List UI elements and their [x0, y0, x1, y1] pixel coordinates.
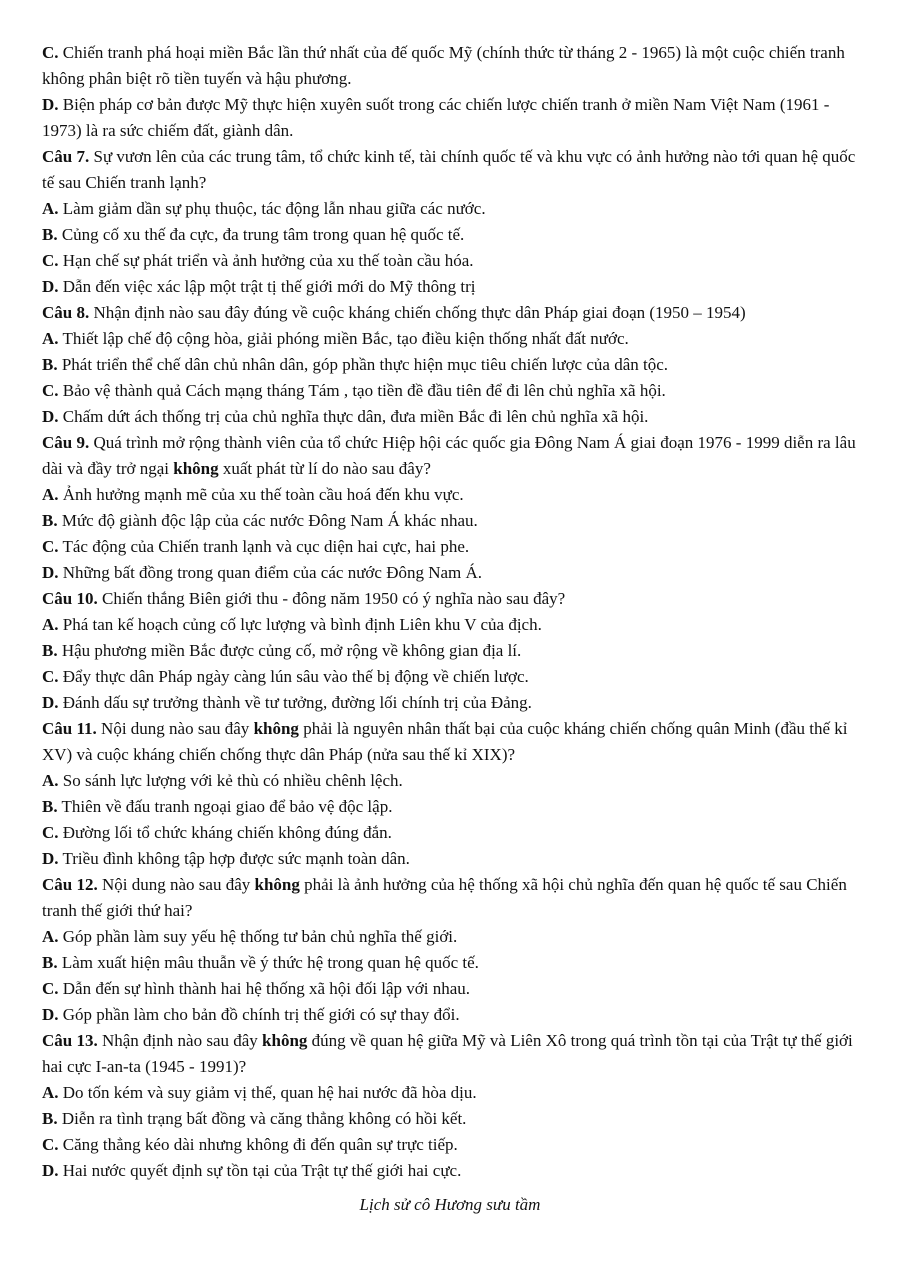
- question-number: Câu 10.: [42, 589, 98, 608]
- option-letter: B.: [42, 225, 58, 244]
- option-letter: C.: [42, 667, 59, 686]
- option-text: Dẫn đến sự hình thành hai hệ thống xã hội đối lập với nhau.: [58, 979, 471, 998]
- answer-option: [42, 1132, 858, 1158]
- answer-option: [42, 404, 858, 430]
- option-text: Góp phần làm suy yếu hệ thống tư bản chủ nghĩa thế giới.: [58, 927, 458, 946]
- option-text: Làm giảm dần sự phụ thuộc, tác động lẫn nhau giữa các nước.: [58, 199, 486, 218]
- question-number: Câu 9.: [42, 433, 90, 452]
- option-text: Đường lối tổ chức kháng chiến không đúng đắn.: [58, 823, 392, 842]
- option-letter: D.: [42, 1005, 59, 1024]
- answer-option: [42, 950, 858, 976]
- question-keyword: không: [262, 1031, 308, 1050]
- answer-option: [42, 794, 858, 820]
- option-text: Bảo vệ thành quả Cách mạng tháng Tám , tạo tiền đề đầu tiên để đi lên chủ nghĩa xã hội.: [58, 381, 666, 400]
- question-number: Câu 11.: [42, 719, 97, 738]
- option-text: Triều đình không tập hợp được sức mạnh toàn dân.: [58, 849, 410, 868]
- option-text: Hai nước quyết định sự tồn tại của Trật tự thế giới hai cực.: [58, 1161, 462, 1180]
- question-text: Nội dung nào sau đây: [97, 875, 255, 894]
- question-keyword: không: [253, 719, 299, 738]
- answer-option: [42, 196, 858, 222]
- option-letter: B.: [42, 1109, 58, 1128]
- answer-option: [42, 612, 858, 638]
- question-stem: [42, 1028, 858, 1080]
- option-letter: C.: [42, 823, 59, 842]
- question-text-continued: đúng về quan hệ giữa Mỹ và Liên Xô trong quá trình tồn tại của Trật tự thế giới hai cực I-an-ta (1945 - 1991)?: [42, 1031, 853, 1076]
- option-letter: D.: [42, 277, 59, 296]
- option-text: Ảnh hưởng mạnh mẽ của xu thế toàn cầu hoá đến khu vực.: [58, 485, 464, 504]
- answer-option: [42, 248, 858, 274]
- answer-option: [42, 560, 858, 586]
- answer-option: [42, 482, 858, 508]
- question-keyword: không: [173, 459, 219, 478]
- option-letter: A.: [42, 615, 59, 634]
- answer-option: [42, 326, 858, 352]
- question-stem: [42, 430, 858, 482]
- answer-option: [42, 40, 858, 92]
- option-letter: B.: [42, 953, 58, 972]
- option-text: So sánh lực lượng với kẻ thù có nhiều chênh lệch.: [58, 771, 403, 790]
- question-number: Câu 13.: [42, 1031, 98, 1050]
- option-letter: A.: [42, 1083, 59, 1102]
- option-text: Làm xuất hiện mâu thuẫn về ý thức hệ trong quan hệ quốc tế.: [57, 953, 479, 972]
- answer-option: [42, 92, 858, 144]
- question-text: Nhận định nào sau đây đúng về cuộc kháng chiến chống thực dân Pháp giai đoạn (1950 – 1954): [89, 303, 746, 322]
- option-text: Diễn ra tình trạng bất đồng và căng thẳng không có hồi kết.: [57, 1109, 467, 1128]
- option-text: Dẫn đến việc xác lập một trật tị thế giới mới do Mỹ thông trị: [58, 277, 476, 296]
- question-number: Câu 8.: [42, 303, 90, 322]
- option-text: Đẩy thực dân Pháp ngày càng lún sâu vào thế bị động về chiến lược.: [58, 667, 529, 686]
- question-text: Nhận định nào sau đây: [97, 1031, 263, 1050]
- question-stem: [42, 872, 858, 924]
- option-letter: C.: [42, 381, 59, 400]
- answer-option: [42, 274, 858, 300]
- option-text: Do tốn kém và suy giảm vị thế, quan hệ hai nước đã hòa dịu.: [58, 1083, 477, 1102]
- answer-option: [42, 924, 858, 950]
- option-letter: A.: [42, 771, 59, 790]
- option-letter: C.: [42, 979, 59, 998]
- answer-option: [42, 690, 858, 716]
- option-letter: A.: [42, 199, 59, 218]
- option-letter: B.: [42, 797, 58, 816]
- option-letter: C.: [42, 251, 59, 270]
- option-text: Chấm dứt ách thống trị của chủ nghĩa thực dân, đưa miền Bắc đi lên chủ nghĩa xã hội.: [58, 407, 649, 426]
- question-stem: [42, 300, 858, 326]
- question-list: [42, 40, 858, 1184]
- option-letter: A.: [42, 927, 59, 946]
- question-number: Câu 7.: [42, 147, 90, 166]
- question-number: Câu 12.: [42, 875, 98, 894]
- option-letter: C.: [42, 1135, 59, 1154]
- option-text: Thiết lập chế độ cộng hòa, giải phóng miền Bắc, tạo điều kiện thống nhất đất nước.: [58, 329, 629, 348]
- answer-option: [42, 976, 858, 1002]
- option-text: Củng cố xu thế đa cực, đa trung tâm trong quan hệ quốc tế.: [57, 225, 465, 244]
- question-stem: [42, 144, 858, 196]
- option-text: Những bất đồng trong quan điểm của các nước Đông Nam Á.: [58, 563, 483, 582]
- option-letter: B.: [42, 355, 58, 374]
- answer-option: [42, 1106, 858, 1132]
- answer-option: [42, 1080, 858, 1106]
- option-text: Biện pháp cơ bản được Mỹ thực hiện xuyên suốt trong các chiến lược chiến tranh ở miền Nam Việt Nam (1961 - 1973) là ra sức chiếm đất, giành dân.: [42, 95, 830, 140]
- option-text: Hạn chế sự phát triển và ảnh hưởng của xu thế toàn cầu hóa.: [58, 251, 474, 270]
- option-text: Đánh dấu sự trưởng thành về tư tưởng, đường lối chính trị của Đảng.: [58, 693, 532, 712]
- option-letter: C.: [42, 537, 59, 556]
- option-text: Góp phần làm cho bản đồ chính trị thế giới có sự thay đổi.: [58, 1005, 460, 1024]
- option-letter: D.: [42, 563, 59, 582]
- question-keyword: không: [254, 875, 300, 894]
- option-text: Phát triển thể chế dân chủ nhân dân, góp phần thực hiện mục tiêu chiến lược của dân tộc.: [57, 355, 669, 374]
- question-text-continued: phải là nguyên nhân thất bại của cuộc kháng chiến chống quân Minh (đầu thế kỉ XV) và cuộc kháng chiến chống thực dân Pháp (nửa sau thế kỉ XIX)?: [42, 719, 848, 764]
- option-text: Chiến tranh phá hoại miền Bắc lần thứ nhất của đế quốc Mỹ (chính thức từ tháng 2 - 1965) là một cuộc chiến tranh không phân biệt rõ tiền tuyến và hậu phương.: [42, 43, 845, 88]
- answer-option: [42, 1158, 858, 1184]
- answer-option: [42, 768, 858, 794]
- question-text: Chiến thắng Biên giới thu - đông năm 1950 có ý nghĩa nào sau đây?: [97, 589, 566, 608]
- option-letter: B.: [42, 641, 58, 660]
- option-text: Tác động của Chiến tranh lạnh và cục diện hai cực, hai phe.: [58, 537, 470, 556]
- question-text: Quá trình mở rộng thành viên của tổ chức Hiệp hội các quốc gia Đông Nam Á giai đoạn 1976 - 1999 diễn ra lâu dài và đầy trở ngại: [42, 433, 856, 478]
- question-text: Nội dung nào sau đây: [96, 719, 254, 738]
- option-text: Mức độ giành độc lập của các nước Đông Nam Á khác nhau.: [57, 511, 478, 530]
- question-stem: [42, 586, 858, 612]
- answer-option: [42, 846, 858, 872]
- option-text: Phá tan kế hoạch củng cố lực lượng và bình định Liên khu V của địch.: [58, 615, 542, 634]
- answer-option: [42, 352, 858, 378]
- option-letter: D.: [42, 693, 59, 712]
- option-letter: D.: [42, 1161, 59, 1180]
- option-letter: D.: [42, 849, 59, 868]
- option-letter: A.: [42, 485, 59, 504]
- answer-option: [42, 534, 858, 560]
- option-letter: D.: [42, 95, 59, 114]
- option-letter: C.: [42, 43, 59, 62]
- option-letter: A.: [42, 329, 59, 348]
- answer-option: [42, 1002, 858, 1028]
- option-text: Thiên về đấu tranh ngoại giao để bảo vệ độc lập.: [57, 797, 393, 816]
- question-text-continued: phải là ảnh hưởng của hệ thống xã hội chủ nghĩa đến quan hệ quốc tế sau Chiến tranh thế giới thứ hai?: [42, 875, 847, 920]
- answer-option: [42, 638, 858, 664]
- option-letter: D.: [42, 407, 59, 426]
- option-letter: B.: [42, 511, 58, 530]
- answer-option: [42, 664, 858, 690]
- question-text: Sự vươn lên của các trung tâm, tổ chức kinh tế, tài chính quốc tế và khu vực có ảnh hưởng nào tới quan hệ quốc tế sau Chiến tranh lạnh?: [42, 147, 856, 192]
- answer-option: [42, 378, 858, 404]
- option-text: Hậu phương miền Bắc được củng cố, mở rộng về không gian địa lí.: [57, 641, 522, 660]
- question-text-continued: xuất phát từ lí do nào sau đây?: [218, 459, 431, 478]
- answer-option: [42, 508, 858, 534]
- footer-credit: Lịch sử cô Hương sưu tầm: [359, 1195, 541, 1214]
- option-text: Căng thẳng kéo dài nhưng không đi đến quân sự trực tiếp.: [58, 1135, 458, 1154]
- answer-option: [42, 820, 858, 846]
- question-stem: [42, 716, 858, 768]
- answer-option: [42, 222, 858, 248]
